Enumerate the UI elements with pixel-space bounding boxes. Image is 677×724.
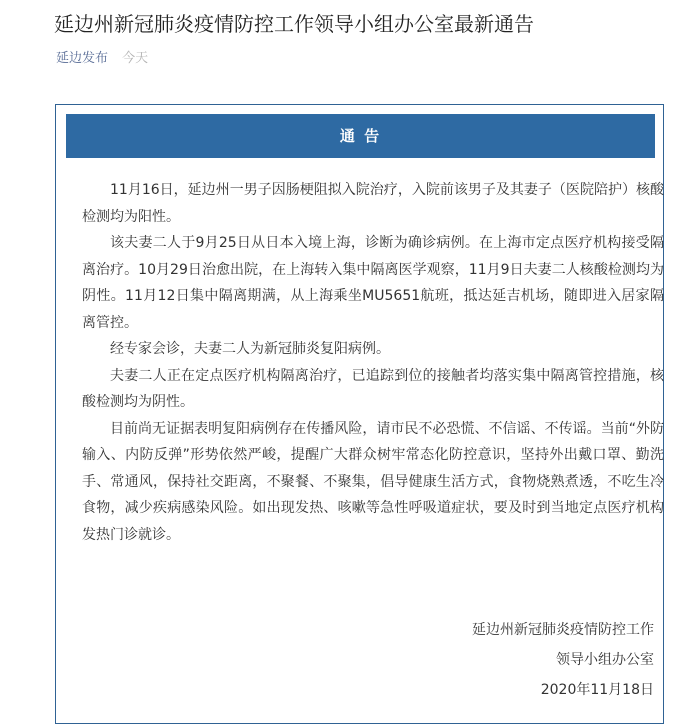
signature-date: 2020年11月18日 [540,682,654,698]
signature-org-line1: 延边州新冠肺炎疫情防控工作 [472,622,654,638]
notice-paragraph: 该夫妻二人于9月25日从日本入境上海，诊断为确诊病例。在上海市定点医疗机构接受隔离治疗。10月29日治愈出院，在上海转入集中隔离医学观察，11月9日夫妻二人核酸检测均为阴性。11月12日集中隔离期满，从上海乘坐MU5651航班，抵达延吉机场，随即进入居家隔离管控。 [82,235,664,331]
notice-paragraph: 11月16日，延边州一男子因肠梗阻拟入院治疗，入院前该男子及其妻子（医院陪护）核酸检测均为阳性。 [82,182,664,225]
notice-paragraph: 夫妻二人正在定点医疗机构隔离治疗，已追踪到位的接触者均落实集中隔离管控措施，核酸检测均为阴性。 [82,367,664,410]
notice-signature [472,615,654,705]
article-title: 延边州新冠肺炎疫情防控工作领导小组办公室最新通告 [54,12,534,36]
article-meta [56,50,148,68]
notice-header: 通 告 [66,114,655,158]
notice-box [55,104,664,724]
publish-date: 今天 [122,51,149,66]
author-link[interactable]: 延边发布 [56,51,109,66]
notice-paragraph: 经专家会诊，夫妻二人为新冠肺炎复阳病例。 [110,341,390,357]
signature-org-line2: 领导小组办公室 [556,652,654,668]
notice-body [82,177,664,548]
notice-paragraph: 目前尚无证据表明复阳病例存在传播风险，请市民不必恐慌、不信谣、不传谣。当前“外防输入、内防反弹”形势依然严峻，提醒广大群众树牢常态化防控意识，坚持外出戴口罩、勤洗手、常通风，保持社交距离，不聚餐、不聚集，倡导健康生活方式，食物烧熟煮透，不吃生冷食物，减少疾病感染风险。如出现发热、咳嗽等急性呼吸道症状，要及时到当地定点医疗机构发热门诊就诊。 [82,420,664,543]
